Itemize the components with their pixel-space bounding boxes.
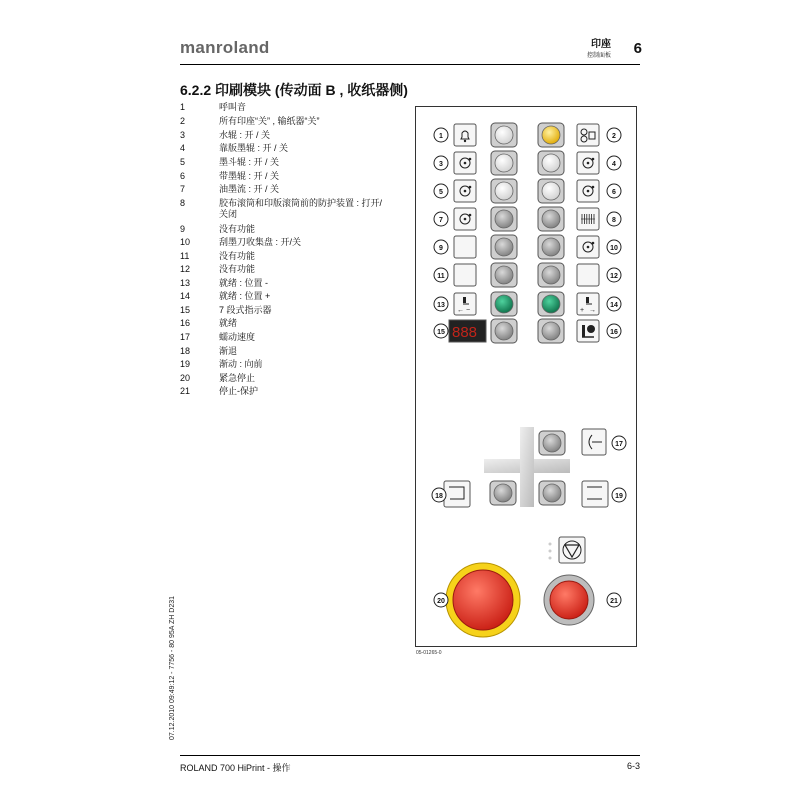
svg-text:−: −	[466, 307, 471, 314]
header-divider	[180, 64, 640, 65]
inch-forward-icon[interactable]	[582, 481, 608, 507]
ink-fountain-icon[interactable]	[454, 180, 476, 202]
callout-10	[607, 240, 621, 254]
lamp-button-left[interactable]	[491, 123, 517, 147]
callout-11	[434, 268, 448, 282]
legend-text: 就绪 : 位置 +	[219, 291, 271, 301]
legend-number: 16	[180, 318, 191, 328]
seven-segment-display	[449, 320, 486, 342]
legend-text: 7 段式指示器	[219, 305, 272, 315]
svg-text:21: 21	[610, 598, 618, 605]
lamp-button-right[interactable]	[538, 179, 564, 203]
position-minus-icon[interactable]	[454, 293, 476, 315]
legend-number: 19	[180, 359, 191, 369]
svg-text:14: 14	[610, 302, 618, 309]
legend-number: 7	[180, 184, 186, 194]
legend-number: 9	[180, 224, 186, 234]
svg-text:4: 4	[612, 161, 616, 168]
callout-14	[607, 297, 621, 311]
legend-text: 没有功能	[219, 264, 256, 274]
legend-number: 4	[180, 143, 186, 153]
legend-number: 5	[180, 157, 186, 167]
control-panel-diagram	[416, 107, 636, 646]
chapter-number: 6	[633, 40, 642, 57]
svg-text:+: +	[580, 307, 585, 314]
legend-number: 8	[180, 198, 186, 208]
svg-text:6: 6	[612, 189, 616, 196]
svg-text:8: 8	[612, 217, 616, 224]
lamp-button-right[interactable]	[538, 123, 564, 147]
legend-text: 停止-保护	[219, 386, 258, 396]
page-number: 6-3	[626, 761, 640, 771]
legend-number: 14	[180, 291, 191, 301]
legend-text: 渐动 : 向前	[219, 359, 263, 369]
lamp-button-left[interactable]	[491, 207, 517, 231]
legend-text: 就绪	[219, 318, 238, 328]
legend-text: 墨斗辊 : 开 / 关	[219, 157, 280, 167]
footer-divider	[180, 755, 640, 756]
svg-text:7: 7	[439, 217, 443, 224]
all-off-icon[interactable]	[577, 124, 599, 146]
lamp-button-right[interactable]	[538, 292, 564, 316]
callout-21	[607, 593, 621, 607]
legend-text: 胶布滚筒和印版滚筒前的防护装置 : 打开/关闭	[219, 198, 383, 219]
position-plus-icon[interactable]	[577, 293, 599, 315]
svg-text:3: 3	[439, 161, 443, 168]
svg-text:13: 13	[437, 302, 445, 309]
crawl-speed-icon[interactable]	[582, 429, 606, 455]
callout-7	[434, 212, 448, 226]
footer-title: ROLAND 700 HiPrint - 操作	[180, 763, 291, 773]
legend-text: 刮墨刀收集盘 : 开/关	[219, 237, 302, 247]
legend-number: 3	[180, 130, 186, 140]
callout-1	[434, 128, 448, 142]
legend-text: 所有印座“关” , 输纸器“关”	[219, 116, 320, 126]
svg-text:20: 20	[437, 598, 445, 605]
callout-19	[612, 488, 626, 502]
lamp-button-left[interactable]	[491, 235, 517, 259]
callout-20	[434, 593, 448, 607]
svg-text:→: →	[589, 307, 596, 314]
legend-text: 没有功能	[219, 251, 256, 261]
svg-text:5: 5	[439, 189, 443, 196]
callout-17	[612, 436, 626, 450]
ready-icon[interactable]	[577, 320, 599, 342]
legend-text: 紧急停止	[219, 373, 256, 383]
legend-text: 蠕动速度	[219, 332, 256, 342]
lamp-button-right[interactable]	[538, 207, 564, 231]
stop-protect-button[interactable]	[544, 575, 594, 625]
bell-icon[interactable]	[454, 124, 476, 146]
jog-left-button[interactable]	[490, 481, 516, 505]
legend-text: 没有功能	[219, 224, 256, 234]
ductor-roller-icon[interactable]	[577, 180, 599, 202]
jog-right-button[interactable]	[539, 481, 565, 505]
guard-icon[interactable]	[577, 208, 599, 230]
lamp-button-left[interactable]	[491, 179, 517, 203]
callout-2	[607, 128, 621, 142]
svg-text:16: 16	[610, 329, 618, 336]
svg-text:9: 9	[439, 245, 443, 252]
legend-text: 水辊 : 开 / 关	[219, 130, 271, 140]
section-heading: 6.2.2 印刷模块 (传动面 B , 收纸器侧)	[180, 82, 408, 98]
lamp-button-left[interactable]	[491, 263, 517, 287]
blank-icon[interactable]	[454, 236, 476, 258]
legend-text: 带墨辊 : 开 / 关	[219, 171, 280, 181]
svg-text:11: 11	[437, 273, 445, 280]
svg-text:15: 15	[437, 329, 445, 336]
legend-text: 就绪 : 位置 -	[219, 278, 268, 288]
callout-15	[434, 324, 448, 338]
control-panel	[415, 106, 637, 647]
chapter-title: 印座	[591, 39, 611, 50]
svg-text:18: 18	[435, 493, 443, 500]
lamp-button-left[interactable]	[491, 292, 517, 316]
svg-text:12: 12	[610, 273, 618, 280]
emergency-stop-button[interactable]	[446, 563, 520, 637]
svg-text:17: 17	[615, 441, 623, 448]
doctor-blade-tray-icon[interactable]	[577, 236, 599, 258]
jog-up-button[interactable]	[539, 431, 565, 455]
svg-text:←: ←	[457, 307, 464, 314]
callout-12	[607, 268, 621, 282]
legend-number: 10	[180, 237, 191, 247]
lamp-button-left[interactable]	[491, 319, 517, 343]
ink-flow-icon[interactable]	[454, 208, 476, 230]
legend-text: 渐退	[219, 346, 238, 356]
legend-text: 呼叫音	[219, 102, 247, 112]
manroland-logo: manroland	[180, 38, 270, 57]
blank-icon[interactable]	[577, 264, 599, 286]
callout-9	[434, 240, 448, 254]
callout-3	[434, 156, 448, 170]
svg-text:19: 19	[615, 493, 623, 500]
legend-number: 11	[180, 251, 190, 261]
legend-text: 靠版墨辊 : 开 / 关	[219, 143, 289, 153]
legend-number: 20	[180, 373, 191, 383]
svg-text:888: 888	[452, 324, 478, 341]
form-roller-icon[interactable]	[577, 152, 599, 174]
callout-18	[432, 488, 446, 502]
legend-number: 1	[180, 102, 186, 112]
callout-13	[434, 297, 448, 311]
svg-text:10: 10	[610, 245, 618, 252]
water-roller-icon[interactable]	[454, 152, 476, 174]
callout-4	[607, 156, 621, 170]
svg-text:1: 1	[439, 133, 443, 140]
legend-number: 15	[180, 305, 191, 315]
stop-guard-symbol-icon[interactable]	[559, 537, 585, 563]
side-print-code: 07.12.2010 09:49:12 - 7756 - 80 95A ZH D231	[169, 596, 176, 740]
lamp-button-right[interactable]	[538, 151, 564, 175]
legend-text: 油墨流 : 开 / 关	[219, 184, 280, 194]
chapter-subtitle: 控制面板	[586, 53, 611, 59]
blank-icon[interactable]	[454, 264, 476, 286]
lamp-button-right[interactable]	[538, 263, 564, 287]
lamp-button-right[interactable]	[538, 235, 564, 259]
legend-number: 6	[180, 171, 186, 181]
lamp-button-left[interactable]	[491, 151, 517, 175]
callout-5	[434, 184, 448, 198]
legend-number: 13	[180, 278, 191, 288]
legend-number: 17	[180, 332, 191, 342]
legend-number: 12	[180, 264, 191, 274]
callout-8	[607, 212, 621, 226]
diagram-code: 05-01265-0	[416, 650, 442, 656]
inch-back-icon[interactable]	[444, 481, 470, 507]
lamp-button-right[interactable]	[538, 319, 564, 343]
svg-text:2: 2	[612, 133, 616, 140]
legend-number: 21	[180, 386, 191, 396]
legend-number: 18	[180, 346, 191, 356]
callout-6	[607, 184, 621, 198]
callout-16	[607, 324, 621, 338]
legend-number: 2	[180, 116, 186, 126]
